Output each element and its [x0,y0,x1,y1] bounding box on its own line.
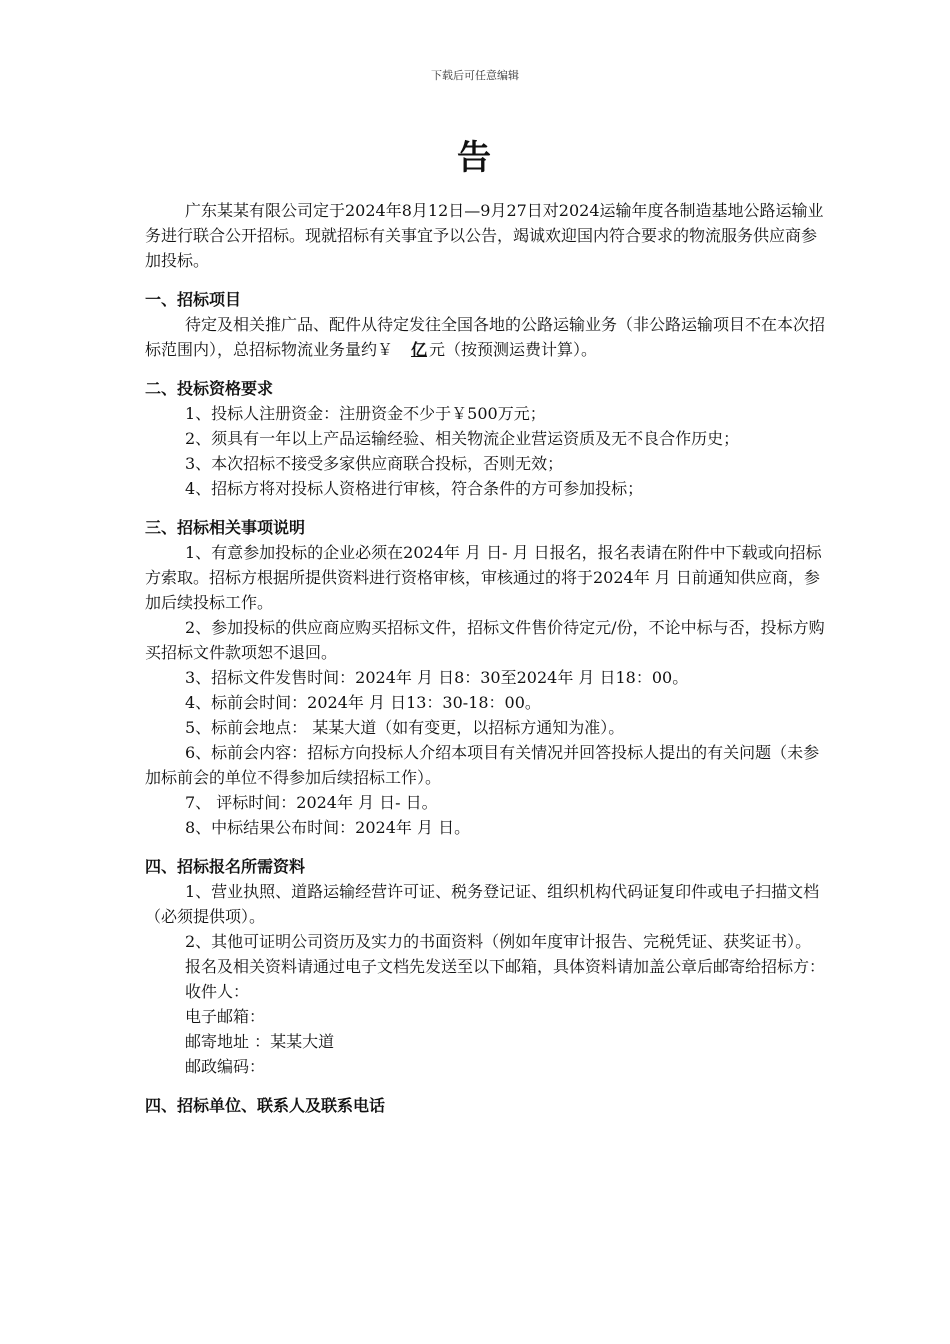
section-heading-contacts: 四、招标单位、联系人及联系电话 [145,1096,386,1115]
matters-item: 7、 评标时间：2024年 月 日- 日。 [185,793,438,812]
qualification-item: 1、投标人注册资金：注册资金不少于￥500万元； [185,404,546,423]
qualification-item: 3、本次招标不接受多家供应商联合投标，否则无效； [185,454,564,473]
project-text-after: 元（按预测运费计算）。 [429,340,598,359]
matters-item: 8、中标结果公布时间：2024年 月 日。 [185,818,471,837]
matters-item: 3、招标文件发售时间：2024年 月 日8：30至2024年 月 日18：00。 [185,668,689,687]
page-title: 告 [457,138,493,178]
contact-recipient: 收件人： [185,982,250,1001]
amount-unit: 亿 [411,340,428,359]
section-heading-materials: 四、招标报名所需资料 [145,857,306,876]
materials-item: 2、其他可证明公司资历及实力的书面资料（例如年度审计报告、完税凭证、获奖证书）。 [185,932,812,951]
matters-item: 5、标前会地点： 某某大道（如有变更，以招标方通知为准）。 [185,718,625,737]
qualification-item: 4、招标方将对投标人资格进行审核，符合条件的方可参加投标； [185,479,644,498]
project-paragraph [145,312,825,362]
contact-postcode: 邮政编码： [185,1057,266,1076]
section-heading-project: 一、招标项目 [145,290,242,309]
qualification-item: 2、须具有一年以上产品运输经验、相关物流企业营运资质及无不良合作历史； [185,429,740,448]
matters-item: 4、标前会时间：2024年 月 日13：30-18：00。 [185,693,541,712]
materials-item: 1、营业执照、道路运输经营许可证、税务登记证、组织机构代码证复印件或电子扫描文档（必须提供项）。 [145,882,820,926]
matters-item: 1、有意参加投标的企业必须在2024年 月 日- 月 日报名，报名表请在附件中下载或向招标方索取。招标方根据所提供资料进行资格审核，审核通过的将于2024年 月 日前通知供应商，参加后续投标工作。 [145,543,822,612]
contact-address: 邮寄地址 ：某某大道 [185,1032,335,1051]
matters-item: 2、参加投标的供应商应购买招标文件，招标文件售价待定元/份，不论中标与否，投标方购买招标文件款项恕不退回。 [145,618,825,662]
matters-item: 6、标前会内容：招标方向投标人介绍本项目有关情况并回答投标人提出的有关问题（未参加标前会的单位不得参加后续招标工作）。 [145,743,820,787]
project-text-before: 待定及相关推广品、配件从待定发往全国各地的公路运输业务（非公路运输项目不在本次招标范围内），总招标物流业务量约￥ [145,315,826,359]
materials-item: 报名及相关资料请通过电子文档先发送至以下邮箱，具体资料请加盖公章后邮寄给招标方： [185,957,826,976]
intro-paragraph: 广东某某有限公司定于2024年8月12日—9月27日对2024运输年度各制造基地公路运输业务进行联合公开招标。现就招标有关事宜予以公告，竭诚欢迎国内符合要求的物流服务供应商参加投标。 [145,201,824,270]
header-note: 下载后可任意编辑 [431,69,519,82]
section-heading-matters: 三、招标相关事项说明 [145,518,306,537]
section-heading-qualification: 二、投标资格要求 [145,379,274,398]
document-body [145,198,825,1118]
contact-email: 电子邮箱： [185,1007,266,1026]
